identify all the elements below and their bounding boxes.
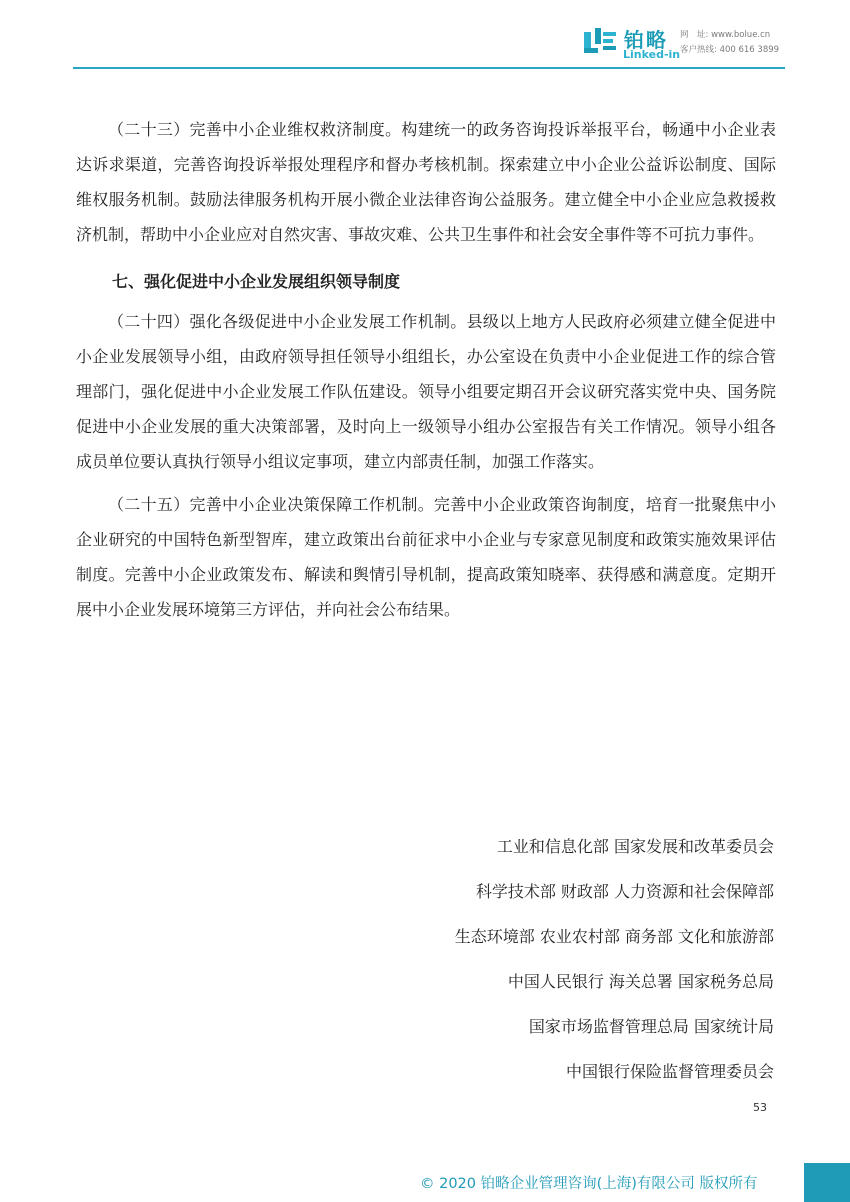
footer-copyright: © 2020 铂略企业管理咨询(上海)有限公司 版权所有 — [420, 1176, 758, 1192]
contact-info — [680, 28, 779, 58]
header-divider — [73, 67, 785, 69]
document-body — [76, 112, 776, 627]
brand-name: 铂略 — [624, 28, 668, 52]
page-number: 53 — [753, 1101, 767, 1114]
issuing-departments — [455, 824, 774, 1094]
hotline-text: 客户热线: 400 616 3899 — [680, 45, 780, 55]
signoff-line: 工业和信息化部 国家发展和改革委员会 — [496, 837, 774, 856]
signoff-line: 科学技术部 财政部 人力资源和社会保障部 — [475, 882, 774, 901]
footer-accent-block — [804, 1163, 850, 1202]
signoff-line: 中国人民银行 海关总署 国家税务总局 — [507, 972, 774, 991]
page-header — [0, 0, 850, 70]
signoff-line: 国家市场监督管理总局 国家统计局 — [528, 1017, 774, 1036]
paragraph-23: （二十三）完善中小企业维权救济制度。构建统一的政务咨询投诉举报平台，畅通中小企业表达诉求渠道，完善咨询投诉举报处理程序和督办考核机制。探索建立中小企业公益诉讼制度、国际维权服务机制。鼓励法律服务机构开展小微企业法律咨询公益服务。建立健全中小企业应急救援救济机制，帮助中小企业应对自然灾害、事故灾难、公共卫生事件和社会安全事件等不可抗力事件。 — [76, 120, 776, 244]
signoff-line: 中国银行保险监督管理委员会 — [565, 1062, 774, 1081]
brand-name-en: Linked-in — [623, 48, 681, 61]
paragraph-24: （二十四）强化各级促进中小企业发展工作机制。县级以上地方人民政府必须建立健全促进中小企业发展领导小组，由政府领导担任领导小组组长，办公室设在负责中小企业促进工作的综合管理部门，强化促进中小企业发展工作队伍建设。领导小组要定期召开会议研究落实党中央、国务院促进中小企业发展的重大决策部署，及时向上一级领导小组办公室报告有关工作情况。领导小组各成员单位要认真执行领导小组议定事项，建立内部责任制，加强工作落实。 — [76, 312, 776, 471]
signoff-line: 生态环境部 农业农村部 商务部 文化和旅游部 — [454, 927, 774, 946]
paragraph-25: （二十五）完善中小企业决策保障工作机制。完善中小企业政策咨询制度，培育一批聚焦中小企业研究的中国特色新型智库，建立政策出台前征求中小企业与专家意见制度和政策实施效果评估制度。完善中小企业政策发布、解读和舆情引导机制，提高政策知晓率、获得感和满意度。定期开展中小企业发展环境第三方评估，并向社会公布结果。 — [76, 495, 776, 619]
website-text: 网 址: www.bolue.cn — [680, 30, 771, 40]
section-heading: 七、强化促进中小企业发展组织领导制度 — [112, 272, 401, 291]
bolue-logo-icon — [582, 26, 618, 58]
